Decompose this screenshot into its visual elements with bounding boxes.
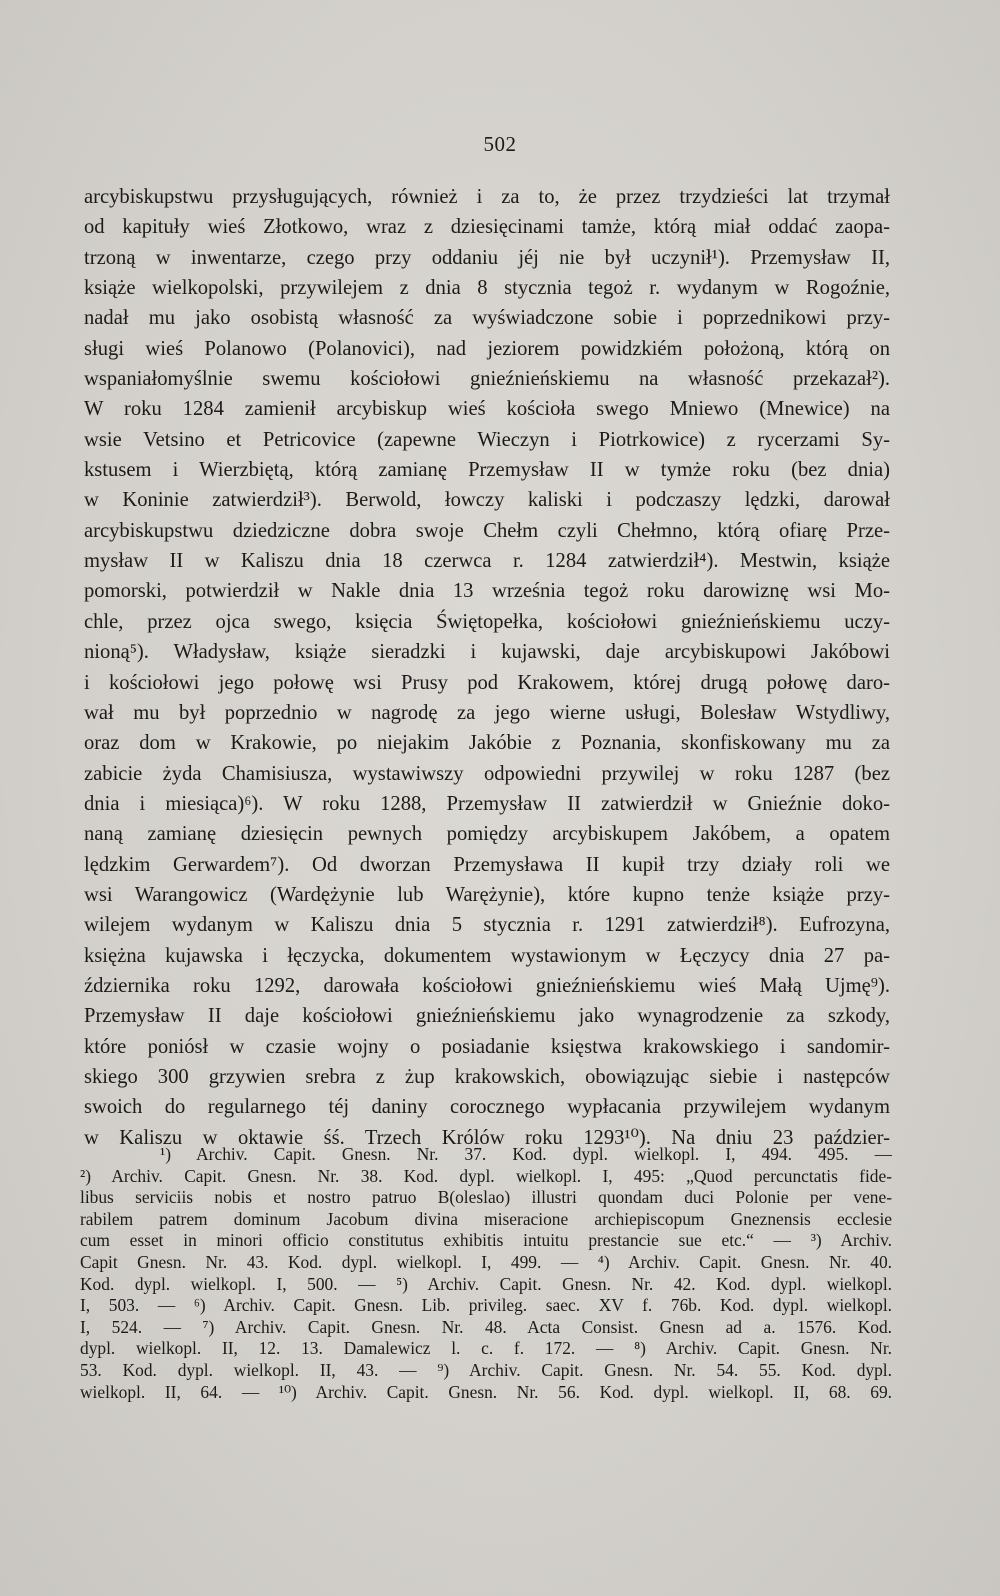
text-line: które poniósł w czasie wojny o posiadanie księstwa krakowskiego i sandomir- — [84, 1035, 890, 1058]
text-line: chle, przez ojca swego, księcia Świętopełka, kościołowi gnieźnieńskiemu uczy- — [84, 610, 890, 633]
text-line: pomorski, potwierdził w Nakle dnia 13 września tegoż roku darowiznę wsi Mo- — [84, 580, 890, 603]
page-number: 502 — [483, 132, 517, 156]
text-line: ździernika roku 1292, darowała kościołowi gnieźnieńskiemu wieś Małą Ujmę⁹). — [84, 974, 890, 997]
footnote-line: wielkopl. II, 64. — ¹⁰) Archiv. Capit. Gnesn. Nr. 56. Kod. dypl. wielkopl. II, 68. 69. — [80, 1381, 892, 1402]
footnote-line: Kod. dypl. wielkopl. I, 500. — ⁵) Archiv. Capit. Gnesn. Nr. 42. Kod. dypl. wielkopl. — [80, 1273, 892, 1294]
footnote-line: libus serviciis nobis et nostro patruo B(oleslao) illustri quondam duci Polonie per vene- — [80, 1187, 892, 1208]
footnotes-block — [80, 1144, 892, 1403]
text-line: oraz dom w Krakowie, po niejakim Jakóbie z Poznania, skonfiskowany mu za — [84, 732, 890, 755]
text-line: arcybiskupstwu przysługujących, również i za to, że przez trzydzieści lat trzymał — [84, 186, 890, 208]
footnote-line: rabilem patrem dominum Jacobum divina miseracione archiepiscopum Gneznensis ecclesie — [80, 1208, 892, 1229]
text-line: swoich do regularnego téj daniny corocznego wypłacania przywilejem wydanym — [84, 1096, 890, 1119]
footnote-line: dypl. wielkopl. II, 12. 13. Damalewicz l. c. f. 172. — ⁸) Archiv. Capit. Gnesn. Nr. — [80, 1338, 892, 1359]
text-line: trzoną w inwentarze, czego przy oddaniu jéj nie był uczynił¹). Przemysław II, — [84, 246, 890, 269]
text-line: lędzkim Gerwardem⁷). Od dworzan Przemysława II kupił trzy działy roli we — [84, 853, 890, 876]
text-line: sługi wieś Polanowo (Polanovici), nad jeziorem powidzkiém położoną, którą on — [84, 337, 890, 360]
text-line: nadał mu jako osobistą własność za wyświadczone sobie i poprzednikowi przy- — [84, 307, 890, 330]
text-line: w Koninie zatwierdził³). Berwold, łowczy kaliski i podczaszy lędzki, darował — [84, 489, 890, 512]
text-line: i kościołowi jego połowę wsi Prusy pod Krakowem, której drugą połowę daro- — [84, 671, 890, 694]
text-line: wspaniałomyślnie swemu kościołowi gnieźnieńskiemu na własność przekazał²). — [84, 368, 890, 391]
text-line: od kapituły wieś Złotkowo, wraz z dziesięcinami tamże, którą miał oddać zaopa- — [84, 216, 890, 239]
text-line: nioną⁵). Władysław, książe sieradzki i kujawski, daje arcybiskupowi Jakóbowi — [84, 641, 890, 664]
text-line: książe wielkopolski, przywilejem z dnia 8 stycznia tegoż r. wydanym w Rogoźnie, — [84, 277, 890, 300]
footnote-line: Capit Gnesn. Nr. 43. Kod. dypl. wielkopl. I, 499. — ⁴) Archiv. Capit. Gnesn. Nr. 40. — [80, 1251, 892, 1272]
text-line: księżna kujawska i łęczycka, dokumentem wystawionym w Łęczycy dnia 27 pa- — [84, 944, 890, 967]
footnote-line: I, 524. — ⁷) Archiv. Capit. Gnesn. Nr. 48. Acta Consist. Gnesn ad a. 1576. Kod. — [80, 1316, 892, 1337]
text-line: wał mu był poprzednio w nagrodę za jego wierne usługi, Bolesław Wstydliwy, — [84, 701, 890, 724]
text-line: Przemysław II daje kościołowi gnieźnieńskiemu jako wynagrodzenie za szkody, — [84, 1005, 890, 1028]
footnote-line: cum esset in minori officio constitutus exhibitis intuitu prestancie sue etc.“ — ³) Archiv. — [80, 1230, 892, 1251]
main-text-block — [84, 182, 890, 1153]
footnote-line: ¹) Archiv. Capit. Gnesn. Nr. 37. Kod. dypl. wielkopl. I, 494. 495. — — [160, 1144, 892, 1164]
text-line: kstusem i Wierzbiętą, którą zamianę Przemysław II w tymże roku (bez dnia) — [84, 459, 890, 482]
text-line: wilejem wydanym w Kaliszu dnia 5 stycznia r. 1291 zatwierdził⁸). Eufrozyna, — [84, 914, 890, 937]
text-line: naną zamianę dziesięcin pewnych pomiędzy arcybiskupem Jakóbem, a opatem — [84, 823, 890, 846]
text-line: arcybiskupstwu dziedziczne dobra swoje Chełm czyli Chełmno, którą ofiarę Prze- — [84, 519, 890, 542]
text-line: W roku 1284 zamienił arcybiskup wieś kościoła swego Mniewo (Mnewice) na — [84, 398, 890, 421]
text-line: w Kaliszu w oktawie śś. Trzech Królów roku 1293¹⁰). Na dniu 23 paździer- — [84, 1126, 890, 1149]
footnote-line: I, 503. — ⁶) Archiv. Capit. Gnesn. Lib. privileg. saec. XV f. 76b. Kod. dypl. wielkopl. — [80, 1295, 892, 1316]
footnote-line: 53. Kod. dypl. wielkopl. II, 43. — ⁹) Archiv. Capit. Gnesn. Nr. 54. 55. Kod. dypl. — [80, 1359, 892, 1380]
text-line: wsie Vetsino et Petricovice (zapewne Wieczyn i Piotrkowice) z rycerzami Sy- — [84, 428, 890, 451]
text-line: dnia i miesiąca)⁶). W roku 1288, Przemysław II zatwierdził w Gnieźnie doko- — [84, 792, 890, 815]
text-line: zabicie żyda Chamisiusza, wystawiwszy odpowiedni przywilej w roku 1287 (bez — [84, 762, 890, 785]
text-line: mysław II w Kaliszu dnia 18 czerwca r. 1284 zatwierdził⁴). Mestwin, książe — [84, 550, 890, 573]
text-line: wsi Warangowicz (Wardężynie lub Warężynie), które kupno tenże książe przy- — [84, 883, 890, 906]
footnote-line: ²) Archiv. Capit. Gnesn. Nr. 38. Kod. dypl. wielkopl. I, 495: „Quod percunctatis fide- — [80, 1165, 892, 1186]
text-line: skiego 300 grzywien srebra z żup krakowskich, obowiązując siebie i następców — [84, 1065, 890, 1088]
